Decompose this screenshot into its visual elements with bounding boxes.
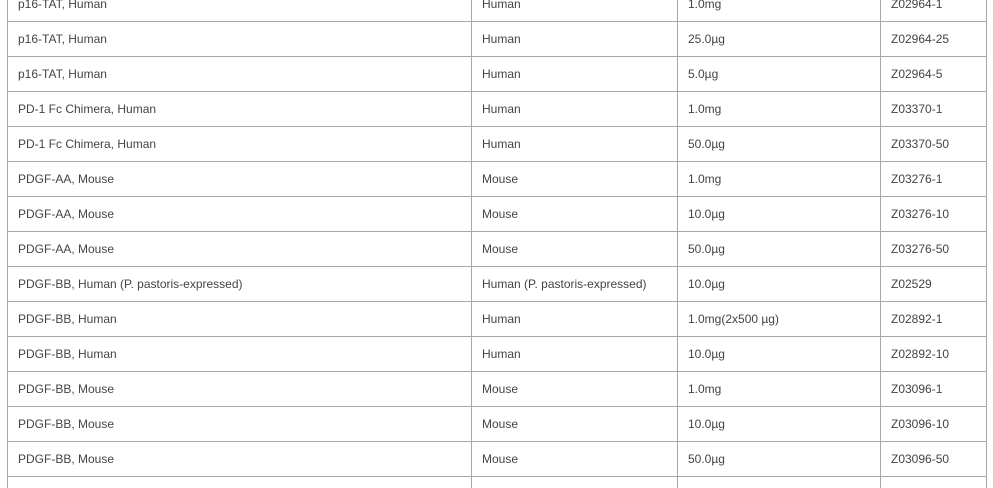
species-cell: Human bbox=[472, 302, 678, 337]
species-cell bbox=[472, 477, 678, 488]
size-cell: 50.0µg bbox=[678, 232, 881, 267]
product-name-cell: PDGF-BB, Human (P. pastoris-expressed) bbox=[8, 267, 472, 302]
catalog-number-cell: Z03096-50 bbox=[881, 442, 987, 477]
table-row bbox=[8, 0, 987, 22]
catalog-number-cell: Z03370-50 bbox=[881, 127, 987, 162]
species-cell: Human bbox=[472, 57, 678, 92]
size-cell: 1.0mg(2x500 µg) bbox=[678, 302, 881, 337]
species-cell: Human bbox=[472, 127, 678, 162]
product-name-cell: PDGF-BB, Mouse bbox=[8, 442, 472, 477]
species-cell: Mouse bbox=[472, 162, 678, 197]
size-cell: 1.0mg bbox=[678, 162, 881, 197]
catalog-number-cell: Z02529 bbox=[881, 267, 987, 302]
size-cell bbox=[678, 477, 881, 488]
table-row bbox=[8, 57, 987, 92]
product-name-cell: PDGF-AA, Mouse bbox=[8, 232, 472, 267]
product-table-body bbox=[8, 0, 987, 488]
product-name-cell: PDGF-BB, Human bbox=[8, 302, 472, 337]
table-row bbox=[8, 372, 987, 407]
catalog-number-cell: Z03276-1 bbox=[881, 162, 987, 197]
catalog-number-cell bbox=[881, 477, 987, 488]
species-cell: Human (P. pastoris-expressed) bbox=[472, 267, 678, 302]
product-table bbox=[7, 0, 987, 488]
table-row bbox=[8, 407, 987, 442]
catalog-number-cell: Z02964-1 bbox=[881, 0, 987, 22]
size-cell: 10.0µg bbox=[678, 337, 881, 372]
catalog-number-cell: Z03276-50 bbox=[881, 232, 987, 267]
size-cell: 1.0mg bbox=[678, 92, 881, 127]
table-row bbox=[8, 442, 987, 477]
product-name-cell: PDGF-AA, Mouse bbox=[8, 162, 472, 197]
size-cell: 10.0µg bbox=[678, 197, 881, 232]
table-row bbox=[8, 92, 987, 127]
species-cell: Human bbox=[472, 22, 678, 57]
size-cell: 10.0µg bbox=[678, 407, 881, 442]
product-name-cell: PDGF-AA, Mouse bbox=[8, 197, 472, 232]
catalog-number-cell: Z02892-1 bbox=[881, 302, 987, 337]
catalog-number-cell: Z03276-10 bbox=[881, 197, 987, 232]
table-row bbox=[8, 127, 987, 162]
product-name-cell: PDGF-BB, Mouse bbox=[8, 407, 472, 442]
table-row bbox=[8, 267, 987, 302]
catalog-number-cell: Z02964-5 bbox=[881, 57, 987, 92]
product-name-cell: PDGF-BB, Mouse bbox=[8, 372, 472, 407]
size-cell: 25.0µg bbox=[678, 22, 881, 57]
species-cell: Mouse bbox=[472, 442, 678, 477]
species-cell: Human bbox=[472, 0, 678, 22]
catalog-number-cell: Z03096-1 bbox=[881, 372, 987, 407]
product-name-cell: p16-TAT, Human bbox=[8, 57, 472, 92]
catalog-number-cell: Z03370-1 bbox=[881, 92, 987, 127]
product-name-cell: PD-1 Fc Chimera, Human bbox=[8, 92, 472, 127]
size-cell: 10.0µg bbox=[678, 267, 881, 302]
table-row bbox=[8, 197, 987, 232]
catalog-number-cell: Z02892-10 bbox=[881, 337, 987, 372]
catalog-number-cell: Z02964-25 bbox=[881, 22, 987, 57]
size-cell: 50.0µg bbox=[678, 127, 881, 162]
size-cell: 50.0µg bbox=[678, 442, 881, 477]
product-name-cell: PDGF-BB, Human bbox=[8, 337, 472, 372]
species-cell: Mouse bbox=[472, 232, 678, 267]
product-name-cell: PD-1 Fc Chimera, Human bbox=[8, 127, 472, 162]
table-row bbox=[8, 22, 987, 57]
product-name-cell bbox=[8, 477, 472, 488]
table-row bbox=[8, 477, 987, 488]
species-cell: Human bbox=[472, 337, 678, 372]
species-cell: Mouse bbox=[472, 372, 678, 407]
species-cell: Human bbox=[472, 92, 678, 127]
table-row bbox=[8, 162, 987, 197]
table-row bbox=[8, 337, 987, 372]
size-cell: 1.0mg bbox=[678, 0, 881, 22]
species-cell: Mouse bbox=[472, 197, 678, 232]
catalog-number-cell: Z03096-10 bbox=[881, 407, 987, 442]
size-cell: 1.0mg bbox=[678, 372, 881, 407]
product-name-cell: p16-TAT, Human bbox=[8, 0, 472, 22]
size-cell: 5.0µg bbox=[678, 57, 881, 92]
table-row bbox=[8, 232, 987, 267]
table-row bbox=[8, 302, 987, 337]
species-cell: Mouse bbox=[472, 407, 678, 442]
product-name-cell: p16-TAT, Human bbox=[8, 22, 472, 57]
